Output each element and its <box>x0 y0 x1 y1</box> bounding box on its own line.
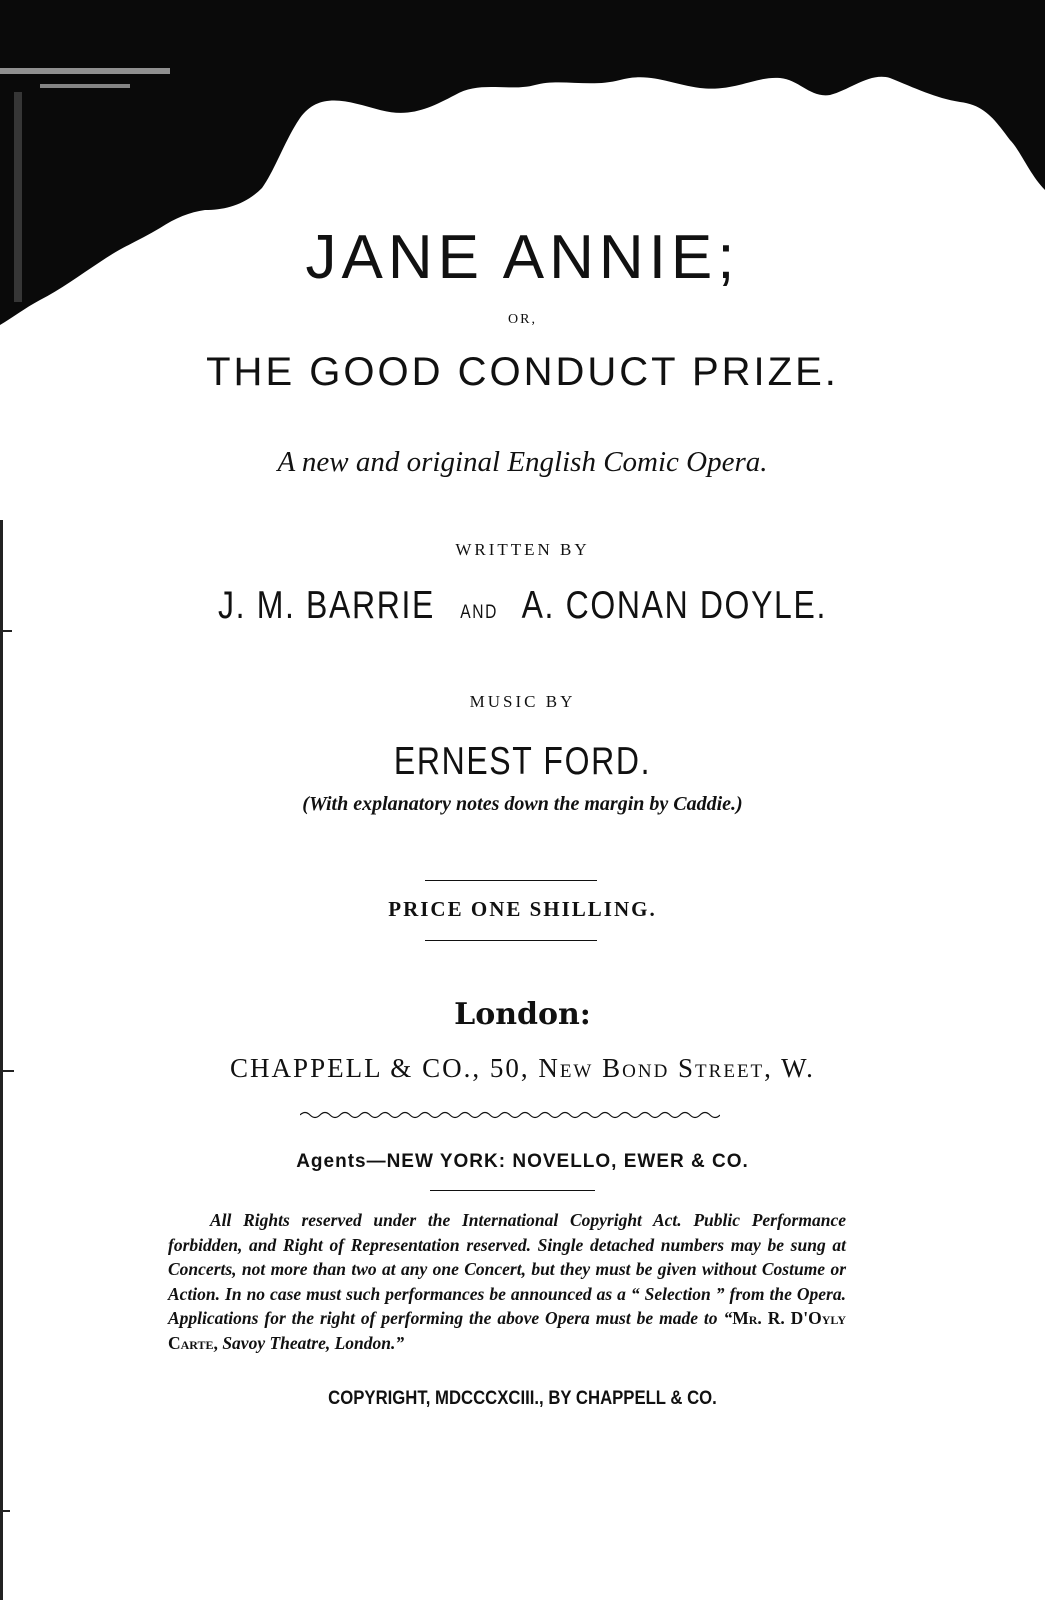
left-margin-marks <box>0 500 20 1600</box>
price: PRICE ONE SHILLING. <box>388 897 657 921</box>
imprint-city: London: <box>454 997 591 1032</box>
authors-line <box>94 584 951 628</box>
rights-contact-name: Mr. R. D'Oyly Carte, <box>168 1308 847 1353</box>
composer: ERNEST FORD. <box>393 740 652 783</box>
rights-contact-place: Savoy Theatre, London.” <box>217 1332 405 1353</box>
subtitle: THE GOOD CONDUCT PRIZE. <box>206 350 839 394</box>
author-joiner: AND <box>460 602 499 623</box>
rights-notice <box>168 1208 846 1355</box>
alternate-title-connector: OR, <box>508 312 537 327</box>
author-doyle: A. CONAN DOYLE. <box>521 584 827 627</box>
agents-line: Agents—NEW YORK: NOVELLO, EWER & CO. <box>296 1151 749 1172</box>
agents-rule <box>430 1190 595 1191</box>
music-by-label: MUSIC BY <box>469 692 576 711</box>
publisher-street: New Bond Street, <box>538 1053 773 1083</box>
rights-text: All Rights reserved under the International Copyright Act. Public Performance forbidden, and Right of Representation reserved. Single detached numbers may be sung at Concerts, not more than two at any one Concert, but they must be given without Costume or Action. In no case must such performances be announced as a “ Selection ” from the Opera. Applications for the right of performing the above Opera must be made to “ <box>168 1210 846 1328</box>
page-title: JANE ANNIE; <box>305 223 740 292</box>
wavy-divider <box>300 1108 720 1122</box>
author-barrie: J. M. BARRIE <box>218 584 435 627</box>
written-by-label: WRITTEN BY <box>455 540 590 559</box>
copyright-line: COPYRIGHT, MDCCCXCIII., BY CHAPPELL & CO. <box>328 1388 717 1409</box>
price-rule-bottom <box>425 940 597 941</box>
explanatory-notes: (With explanatory notes down the margin by Caddie.) <box>302 793 743 815</box>
publisher-name: CHAPPELL & CO., 50, <box>230 1053 530 1083</box>
tagline: A new and original English Comic Opera. <box>277 446 768 478</box>
publisher-suffix: W. <box>781 1053 815 1083</box>
price-rule-top <box>425 880 597 881</box>
publisher-address <box>0 1053 1045 1084</box>
